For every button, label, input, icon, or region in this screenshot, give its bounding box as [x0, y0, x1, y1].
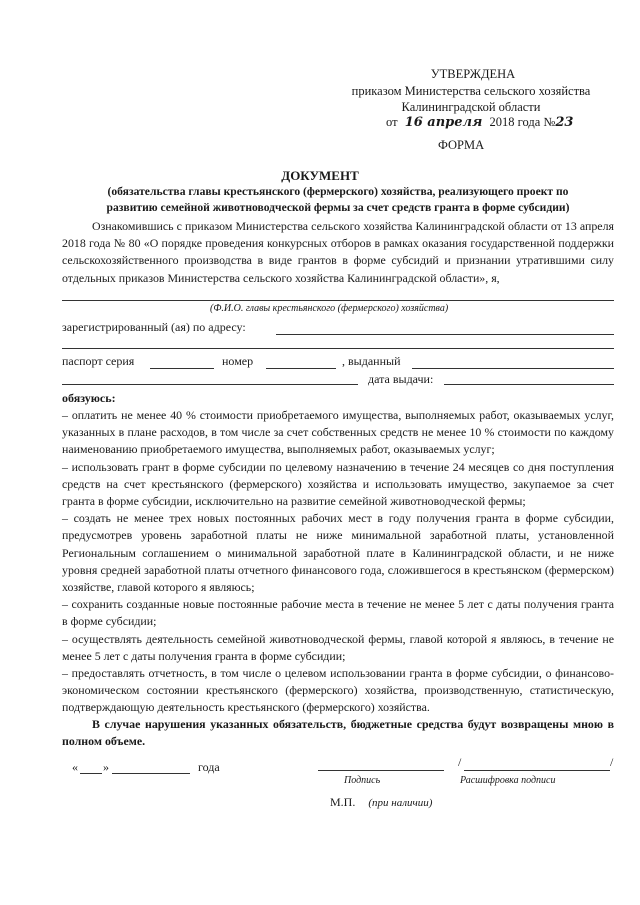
fio-caption: (Ф.И.О. главы крестьянского (фермерского) хозяйства) — [210, 303, 449, 314]
obligation-item: – оплатить не менее 40 % стоимости приобретаемого имущества, выполняемых работ, оказываемых услуг, указанных в плане расходов, в том числе за счет собственных средств не менее 10 % стоимости по каждому наименованию приобретаемого имущества, выполняемых работ, оказываемых услуг; — [62, 408, 614, 457]
fio-line — [62, 300, 614, 301]
issue-date-label: дата выдачи: — [368, 372, 434, 386]
decoding-caption: Расшифровка подписи — [460, 775, 556, 786]
violation-block — [62, 716, 614, 750]
violation-note: В случае нарушения указанных обязательств, бюджетные средства будут возвращены мною в полном объеме. — [62, 717, 614, 749]
obligation-item: – осуществлять деятельность семейной животноводческой фермы, главой которой я являюсь, в течение не менее 5 лет с даты получения гранта в форме субсидии; — [62, 631, 614, 663]
obligation-item: – использовать грант в форме субсидии по целевому назначению в течение 24 месяцев со дня поступления средств на счет крестьянского (фермерского) хозяйства и использовать имущество, закупаемое за счет гранта в форме субсидии, исключительно на развитие семейной животноводческой фермы; — [62, 459, 614, 509]
stamp-text: М.П. — [330, 795, 356, 809]
passport-number-label: номер — [222, 354, 254, 368]
passport-series-line — [150, 368, 214, 369]
stamp-label — [330, 795, 432, 810]
date-month-line — [112, 773, 190, 774]
intro-paragraph — [62, 218, 614, 287]
decoding-line — [464, 770, 610, 771]
issue-date-line — [444, 384, 614, 385]
passport-number-line — [266, 368, 336, 369]
signature-line — [318, 770, 444, 771]
registered-label: зарегистрированный (ая) по адресу: — [62, 320, 246, 334]
intro-text: Ознакомившись с приказом Министерства сельского хозяйства Калининградской области от 13 апреля 2018 года № 80 «О порядке проведения конкурсных отборов в рамках оказания государственной поддержки сельскохозяйственного производства в виде грантов в форме субсидий и признании утратившими силу отдельных приказов Министерства сельского хозяйства Калининградской области», я, — [62, 219, 614, 285]
approval-title: УТВЕРЖДЕНА — [430, 67, 516, 81]
approval-from: от — [386, 115, 398, 129]
approval-date-line — [386, 114, 573, 131]
undertake-label: обязуюсь: — [62, 391, 116, 405]
obligation-item: – предоставлять отчетность, в том числе о целевом использовании гранта в форме субсидии, о финансово-экономическом состоянии крестьянского (фермерского) хозяйства, производственную, статистическую, подтверждающую деятельность крестьянского (фермерского) хозяйства. — [62, 666, 614, 715]
stamp-note: (при наличии) — [368, 797, 433, 809]
slash-right: / — [610, 755, 614, 769]
doc-title: ДОКУМЕНТ — [281, 168, 359, 183]
issued-line-2 — [62, 384, 358, 385]
approval-hand-number: 23 — [555, 115, 574, 130]
address-line-1 — [276, 334, 614, 335]
passport-series-label: паспорт серия — [62, 354, 135, 368]
issued-line — [412, 368, 614, 369]
signature-caption: Подпись — [344, 775, 381, 786]
form-label: ФОРМА — [438, 138, 485, 152]
obligation-item: – создать не менее трех новых постоянных рабочих мест в году получения гранта в форме субсидии, предусмотрев уровень заработной платы не ниже минимальной заработной платы, установленной Региональным соглашением о минимальной заработной плате в Калининградской области, и не ниже уровня средней заработной платы отчетного финансового года, сложившегося в крестьянском (фермерском) хозяйстве, главой которого я являюсь; — [62, 511, 614, 595]
issued-label: , выданный — [342, 354, 401, 368]
obligations-list — [62, 407, 614, 717]
year-word: года — [198, 760, 220, 774]
approval-hand-date: 16 апреля — [404, 115, 483, 130]
date-close-quote: » — [103, 760, 109, 774]
approval-region: Калининградской области — [401, 100, 541, 114]
slash-left: / — [458, 755, 462, 769]
doc-subtitle-2: развитию семейной животноводческой фермы за счет средств гранта в форме субсидии) — [106, 201, 570, 214]
obligation-item: – сохранить созданные новые постоянные рабочие места в течение не менее 5 лет с даты получения гранта в форме субсидии; — [62, 597, 614, 629]
date-day-line — [80, 773, 102, 774]
approval-order: приказом Министерства сельского хозяйства — [351, 84, 591, 98]
approval-year: 2018 года № — [489, 115, 556, 129]
date-open-quote: « — [72, 760, 78, 774]
address-line-2 — [62, 348, 614, 349]
doc-subtitle-1: (обязательства главы крестьянского (фермерского) хозяйства, реализующего проект по — [107, 185, 569, 198]
